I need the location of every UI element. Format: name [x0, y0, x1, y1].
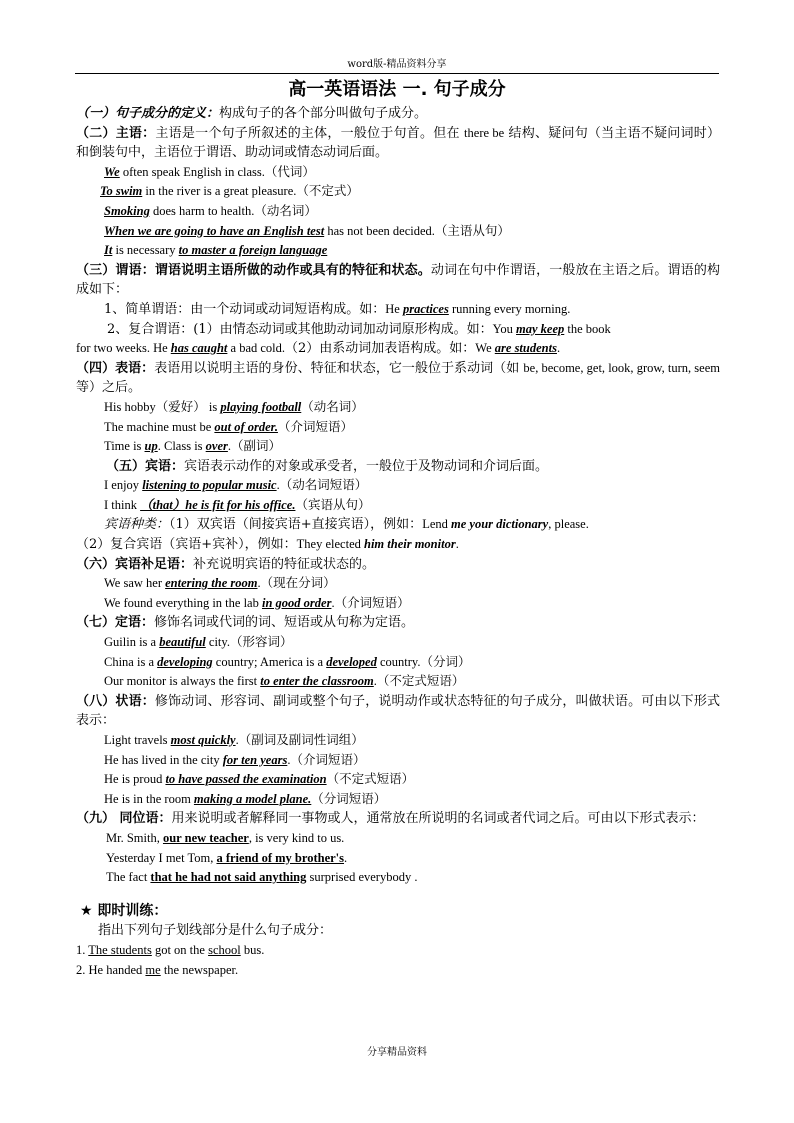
underlined-phrase: school	[208, 942, 241, 957]
example-text: Light travels	[104, 733, 171, 747]
page-title: 高一英语语法 一. 句子成分	[288, 79, 506, 100]
example-note: .（副词及副词性词组）	[235, 733, 364, 747]
page-header: word版-精品资料分享	[75, 57, 719, 74]
section-9-label: （九） 同位语：	[76, 811, 172, 827]
example-note: （动名词）	[301, 399, 364, 414]
underlined-phrase: listening to popular music	[142, 478, 277, 493]
underlined-phrase: over	[205, 439, 228, 454]
section-5-label: （五）宾语：	[106, 458, 185, 474]
example-zh: （2）由系动词加表语构成。如：	[285, 341, 476, 357]
underlined-phrase: me	[145, 962, 161, 977]
underlined-phrase: （that）he is fit for his office.	[140, 497, 296, 512]
underlined-phrase: beautiful	[159, 635, 206, 650]
section-2-text2: 结构、疑问句（当主语不疑问词时）和倒装句中，主语位于谓语、助动词或情态动词后面。	[76, 125, 720, 161]
example-line	[76, 222, 720, 242]
example-note: （分词短语）	[311, 791, 387, 806]
example-note: （动名词）	[254, 203, 317, 218]
underlined-phrase: playing football	[220, 399, 302, 414]
example-note: .（介词短语）	[331, 595, 410, 610]
underlined-phrase: most quickly	[170, 733, 236, 747]
section-6	[76, 555, 720, 575]
example-zh: （爱好）	[155, 399, 206, 414]
section-6-text: 补充说明宾语的特征或状态的。	[193, 556, 376, 572]
example-text: a bad cold.	[227, 341, 286, 356]
underlined-phrase: may keep	[516, 321, 565, 336]
example-text: Lend	[422, 517, 451, 532]
example-text: is	[205, 399, 221, 414]
example-text: I enjoy	[104, 478, 143, 493]
example-note: （代词）	[264, 164, 315, 179]
object-types	[76, 515, 720, 535]
section-7	[76, 613, 720, 633]
underlined-phrase: has caught	[170, 341, 228, 356]
example-text: Time is	[104, 439, 145, 454]
section-3-label: （三）谓语：	[76, 262, 155, 278]
section-1	[76, 104, 720, 124]
example-text: We found everything in the lab	[104, 595, 262, 610]
underlined-phrase: a friend of my brother's	[216, 850, 345, 865]
example-line	[76, 751, 720, 771]
example-text: has not been decided.	[324, 223, 435, 238]
section-9	[76, 809, 720, 829]
object-types-label: 宾语种类：	[104, 517, 170, 533]
example-text: does harm to health.	[149, 203, 255, 218]
underlined-phrase: are students	[494, 341, 557, 356]
example-text: .	[344, 850, 348, 865]
section-2-label2: 主语：	[115, 125, 156, 141]
underlined-phrase: To swim	[100, 184, 143, 199]
underlined-phrase: making a model plane.	[193, 791, 312, 806]
example-note: （不定式）	[296, 184, 359, 199]
example-text: Our monitor is always the first	[104, 674, 261, 689]
example-text: Yesterday I met Tom,	[106, 850, 217, 865]
example-line	[76, 241, 720, 261]
example-text: running every morning.	[448, 301, 571, 316]
example-note: （宾语从句）	[295, 497, 371, 512]
underlined-phrase: It	[104, 243, 113, 258]
example-note: （分词）	[420, 654, 471, 669]
question-text: 2. He handed	[76, 962, 146, 977]
underlined-phrase: that he had not said anything	[150, 870, 307, 885]
example-text: often speak English in class.	[119, 164, 265, 179]
example-text: He is in the room	[104, 791, 194, 806]
example-text: His hobby	[104, 399, 156, 414]
section-1-label: （一）句子成分的定义：	[76, 106, 220, 121]
underlined-phrase: entering the room	[165, 576, 258, 591]
question-number: 1.	[76, 942, 89, 957]
example-line	[76, 770, 720, 790]
example-line	[76, 574, 720, 594]
example-note: （不定式短语）	[326, 772, 415, 787]
example-text: .	[556, 341, 561, 356]
emphasis-phrase: him their monitor	[364, 537, 456, 552]
example-line	[76, 418, 720, 438]
example-line	[76, 398, 720, 418]
page-footer: 分享精品资料	[367, 1047, 427, 1058]
object-types-text: （2）复合宾语（宾语+宾补），例如：	[76, 537, 297, 553]
question-2	[76, 961, 720, 981]
example-text: Mr. Smith,	[106, 830, 163, 845]
example-line	[76, 594, 720, 614]
example-note: .（现在分词）	[257, 576, 336, 591]
example-zh: 1、简单谓语：由一个动词或动词短语构成。如：	[104, 301, 386, 317]
example-line	[76, 849, 720, 869]
section-4-text: 表语用以说明主语的身份、特征和状态，它一般位于系动词（如	[154, 360, 524, 376]
section-4	[76, 359, 720, 398]
training-title: ★ 即时训练：	[80, 902, 168, 919]
example-text: The fact	[106, 870, 151, 885]
section-2-label: （二）	[76, 125, 116, 141]
example-note: （介词短语）	[277, 419, 353, 434]
section-4-text2: 等）之后。	[76, 380, 142, 396]
example-text: He is proud	[104, 772, 166, 787]
underlined-phrase: Smoking	[104, 203, 150, 218]
underlined-phrase: We	[104, 164, 120, 179]
example-line	[76, 633, 720, 653]
section-2	[76, 124, 720, 163]
predicate-compound-2	[76, 339, 720, 359]
predicate-compound	[76, 320, 720, 340]
example-text: We	[475, 341, 495, 356]
example-text: You	[492, 321, 517, 336]
example-text: for two weeks. He	[76, 341, 171, 356]
example-zh: 2、复合谓语：(1）由情态动词或其他助动词加动词原形构成。如：	[107, 321, 493, 337]
example-line	[76, 476, 720, 496]
question-text: got on the	[151, 942, 209, 957]
example-text: China is a	[104, 654, 158, 669]
underlined-phrase: developed	[326, 654, 377, 669]
underlined-phrase: The students	[88, 942, 152, 957]
example-text: country.	[376, 654, 421, 669]
example-line	[76, 790, 720, 810]
predicate-simple	[76, 300, 720, 320]
section-3	[76, 261, 720, 300]
section-7-label: （七）定语：	[76, 615, 155, 631]
section-5-text: 宾语表示动作的对象或承受者，一般位于及物动词和介词后面。	[184, 458, 549, 474]
underlined-phrase: to have passed the examination	[165, 772, 327, 787]
underlined-phrase: to enter the classroom	[260, 674, 374, 689]
emphasis-phrase: me your dictionary	[451, 517, 549, 532]
example-line	[76, 829, 720, 849]
example-text: They elected	[296, 537, 364, 552]
example-line	[76, 202, 720, 222]
section-3-bold: 谓语说明主语所做的动作或具有的特征和状态。	[154, 262, 431, 278]
example-line	[76, 437, 720, 457]
example-text: , is very kind to us.	[248, 830, 345, 845]
underlined-phrase: up	[144, 439, 158, 454]
section-8-text: 修饰动词、形容词、副词或整个句子，说明动作或状态特征的句子成分，叫做状语。可由以下形式表示：	[76, 693, 720, 729]
underlined-phrase: to master a foreign language	[178, 243, 328, 258]
underlined-phrase: in good order	[261, 595, 332, 610]
section-8	[76, 692, 720, 731]
example-line	[76, 496, 720, 516]
example-text: the book	[564, 321, 611, 336]
example-note: .（动名词短语）	[276, 478, 368, 493]
question-text: the newspaper.	[160, 962, 239, 977]
example-text: We saw her	[104, 576, 166, 591]
example-line	[76, 653, 720, 673]
example-line	[76, 868, 720, 888]
example-text: I think	[104, 497, 141, 512]
underlined-phrase: practices	[402, 301, 449, 316]
section-6-label: （六）宾语补足语：	[76, 556, 194, 572]
example-text: .	[455, 537, 459, 552]
example-text: The machine must be	[104, 419, 215, 434]
object-types-text: （1）双宾语（间接宾语+直接宾语），例如：	[169, 517, 423, 533]
section-8-label: （八）状语：	[76, 693, 155, 709]
example-text: in the river is a great pleasure.	[142, 184, 297, 199]
example-note: .（副词）	[227, 439, 282, 454]
example-note: .（介词短语）	[287, 752, 366, 767]
section-5	[76, 457, 720, 477]
underlined-phrase: out of order.	[214, 419, 278, 434]
example-text: . Class is	[157, 439, 206, 454]
object-types-2	[76, 535, 720, 555]
example-line	[76, 182, 720, 202]
example-line	[76, 163, 720, 183]
section-4-en: be, become, get, look, grow, turn, seem	[523, 360, 720, 375]
example-text: city.	[205, 635, 230, 650]
question-1	[76, 941, 720, 961]
underlined-phrase: developing	[157, 654, 213, 669]
example-line	[76, 672, 720, 692]
underlined-phrase: When we are going to have an English test	[104, 223, 325, 238]
training-intro: 指出下列句子划线部分是什么句子成分：	[98, 923, 333, 939]
section-1-text: 构成句子的各个部分叫做句子成分。	[219, 106, 428, 121]
section-2-en: there be	[464, 125, 505, 140]
document-body	[76, 104, 720, 980]
section-4-label: （四）表语：	[76, 360, 155, 376]
example-note: .（不定式短语）	[373, 674, 465, 689]
example-text: He	[385, 301, 403, 316]
example-text: surprised everybody .	[306, 870, 418, 885]
example-note: （主语从句）	[434, 223, 510, 238]
example-note: （形容词）	[229, 635, 293, 650]
example-text: Guilin is a	[104, 635, 160, 650]
example-text: is necessary	[112, 243, 179, 258]
example-text: He has lived in the city	[104, 752, 223, 767]
underlined-phrase: for ten years	[222, 752, 288, 767]
example-text: country; America is a	[212, 654, 327, 669]
example-text: , please.	[548, 517, 589, 532]
underlined-phrase: our new teacher	[162, 830, 249, 845]
section-3-text: 动词在句中作谓语，一般放在主语之后。谓语的构成如下：	[76, 262, 720, 298]
section-9-text: 用来说明或者解释同一事物或人，通常放在所说明的名词或者代词之后。可由以下形式表示：	[171, 811, 705, 827]
section-7-text: 修饰名词或代词的词、短语或从句称为定语。	[154, 615, 415, 631]
example-line	[76, 731, 720, 751]
question-text: bus.	[240, 942, 265, 957]
section-2-text1: 主语是一个句子所叙述的主体，一般位于句首。但在	[155, 125, 465, 141]
